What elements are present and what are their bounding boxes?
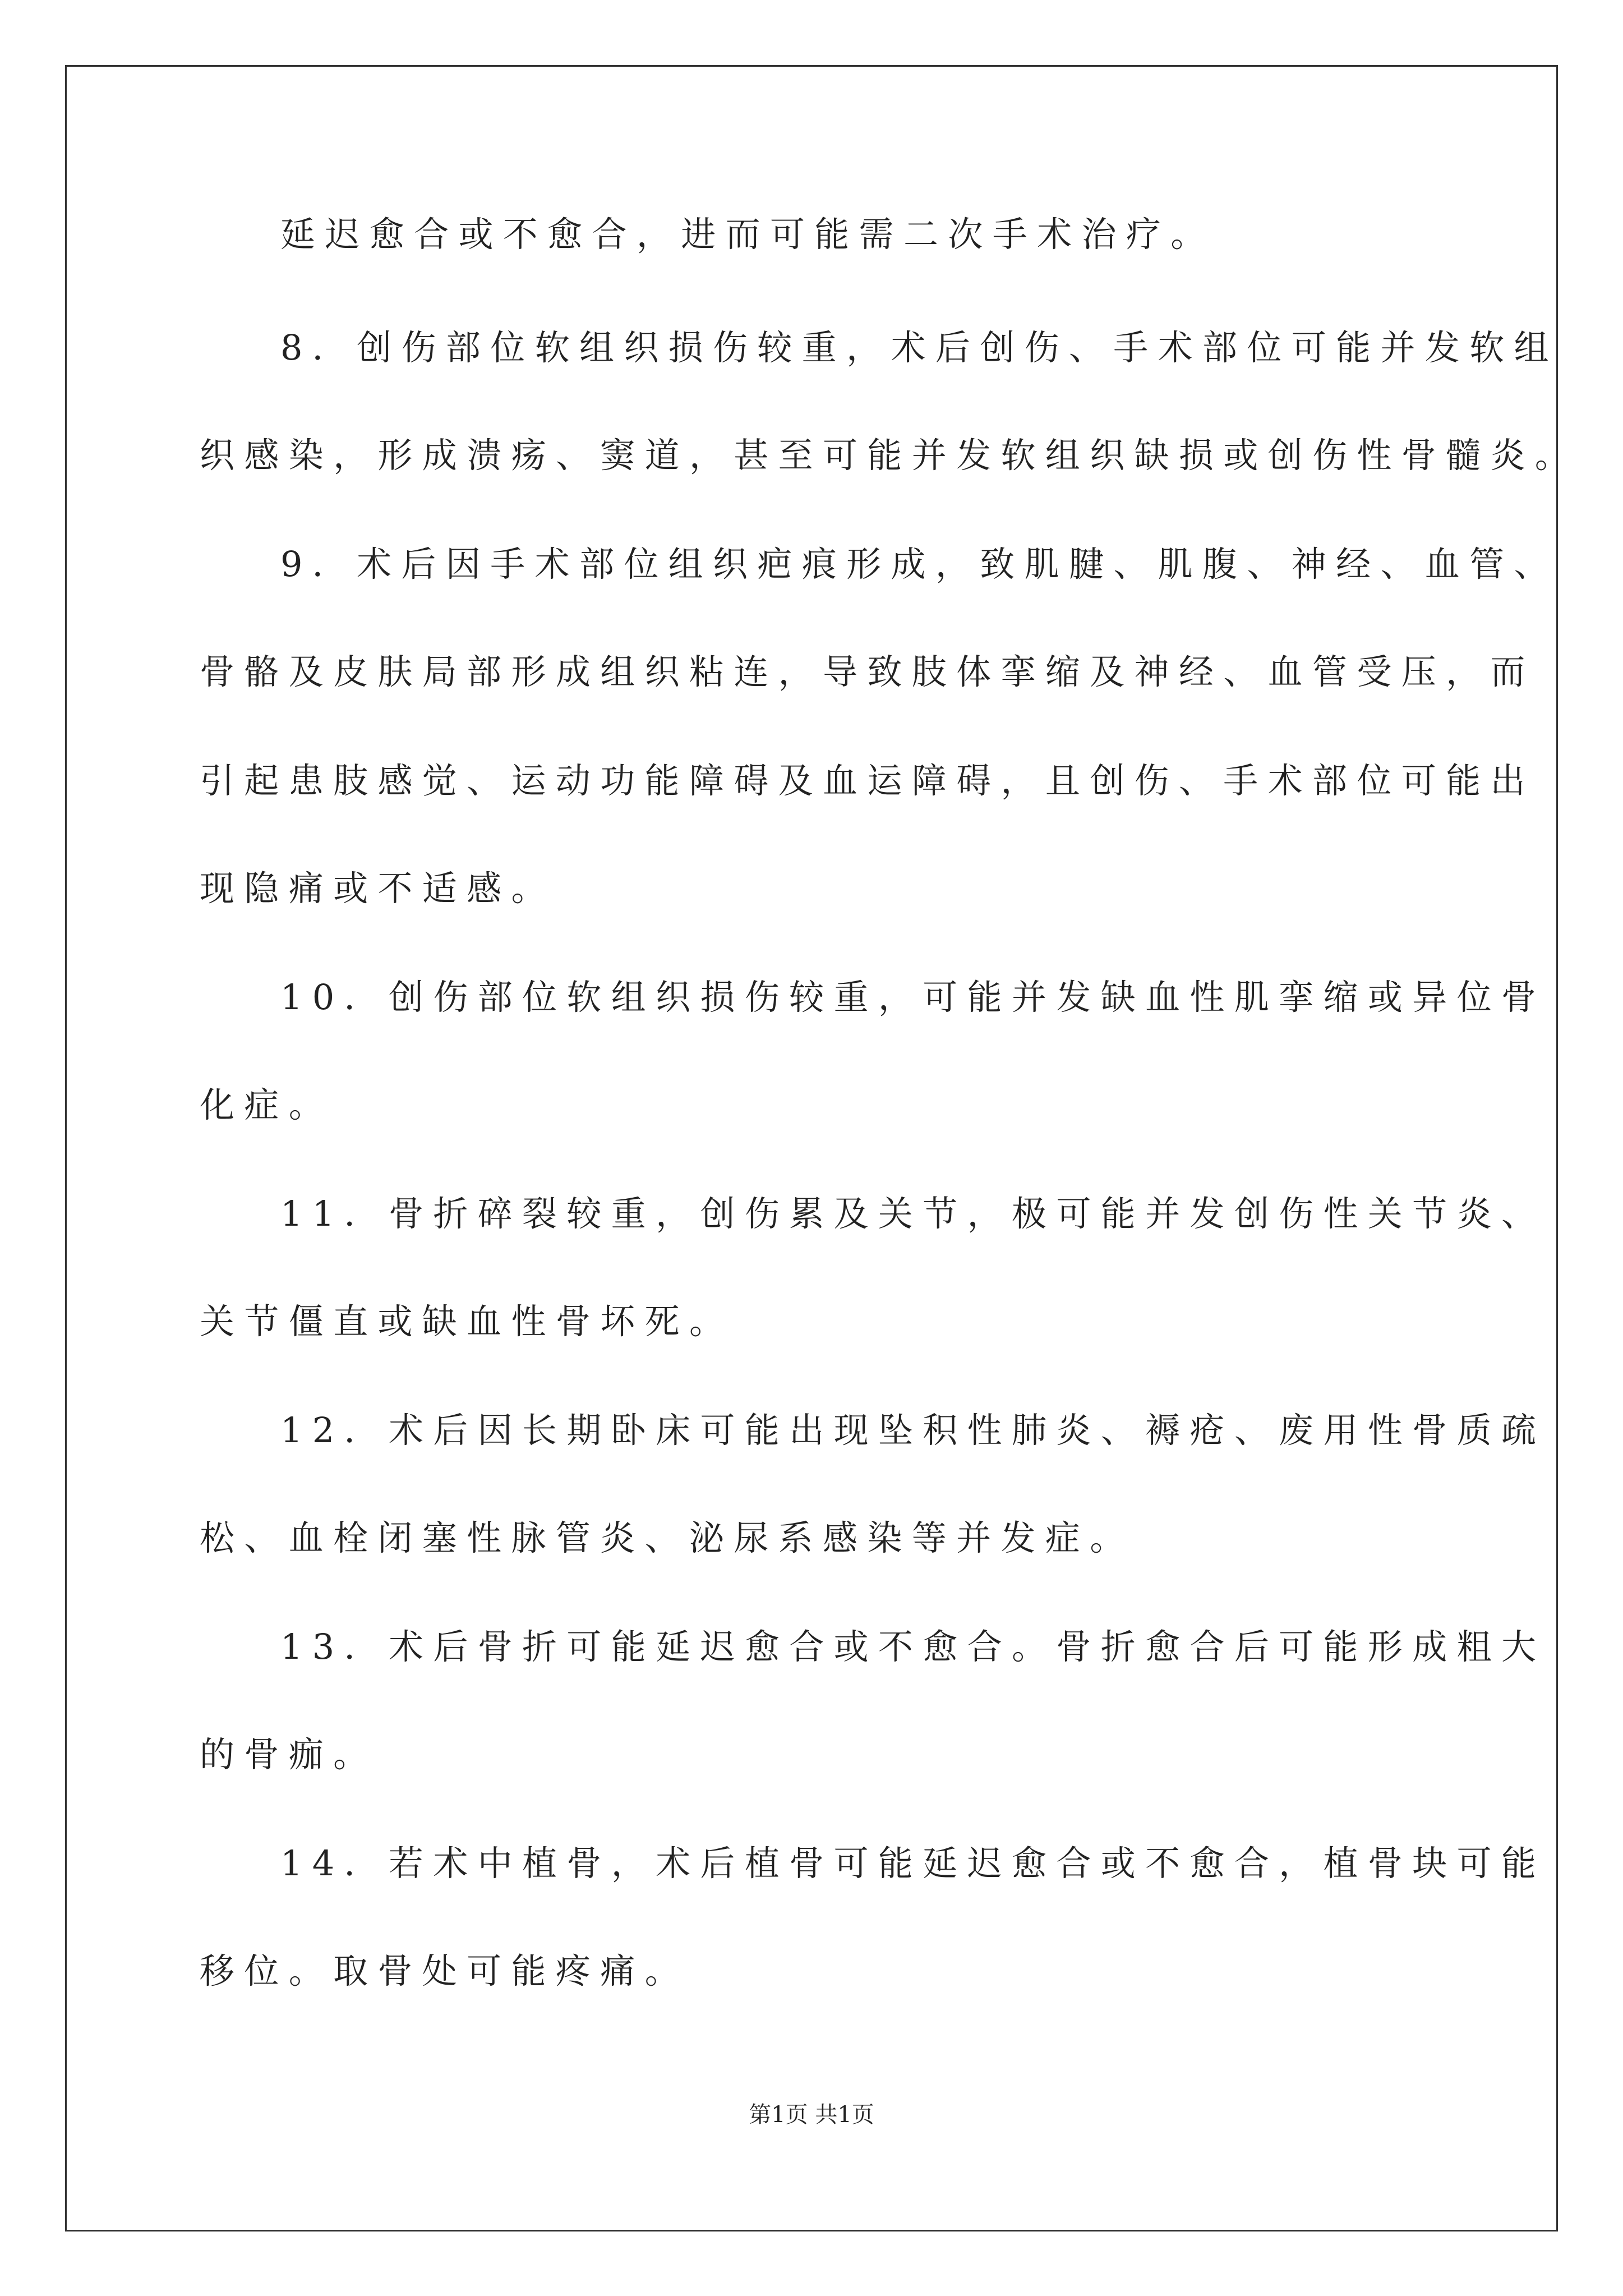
paragraph-line: 移位。取骨处可能疼痛。 (200, 1950, 689, 1991)
paragraph-line: 10．创伤部位软组织损伤较重，可能并发缺血性肌挛缩或异位骨 (280, 977, 1546, 1018)
paragraph-line: 延迟愈合或不愈合，进而可能需二次手术治疗。 (280, 214, 1215, 255)
paragraph-line: 13．术后骨折可能延迟愈合或不愈合。骨折愈合后可能形成粗大 (280, 1626, 1546, 1667)
paragraph-line: 骨骼及皮肤局部形成组织粘连，导致肢体挛缩及神经、血管受压，而 (200, 651, 1535, 692)
paragraph-line: 现隐痛或不适感。 (200, 868, 556, 909)
paragraph-line: 11．骨折碎裂较重，创伤累及关节，极可能并发创伤性关节炎、 (280, 1193, 1546, 1234)
paragraph-line: 9．术后因手术部位组织疤痕形成，致肌腱、肌腹、神经、血管、 (280, 544, 1559, 585)
paragraph-line: 织感染，形成溃疡、窦道，甚至可能并发软组织缺损或创伤性骨髓炎。 (200, 435, 1580, 476)
paragraph-line: 引起患肢感觉、运动功能障碍及血运障碍，且创伤、手术部位可能出 (200, 760, 1535, 801)
paragraph-line: 化症。 (200, 1084, 334, 1125)
paragraph-line: 12．术后因长期卧床可能出现坠积性肺炎、褥疮、废用性骨质疏 (280, 1410, 1546, 1451)
paragraph-line: 14．若术中植骨，术后植骨可能延迟愈合或不愈合，植骨块可能 (280, 1843, 1546, 1884)
page-number-footer: 第1页 共1页 (749, 2102, 874, 2128)
paragraph-line: 8．创伤部位软组织损伤较重，术后创伤、手术部位可能并发软组 (280, 327, 1559, 368)
paragraph-line: 松、血栓闭塞性脉管炎、泌尿系感染等并发症。 (200, 1517, 1135, 1558)
paragraph-line: 的骨痂。 (200, 1734, 378, 1775)
paragraph-line: 关节僵直或缺血性骨坏死。 (200, 1301, 734, 1342)
page-border (65, 65, 1558, 2231)
